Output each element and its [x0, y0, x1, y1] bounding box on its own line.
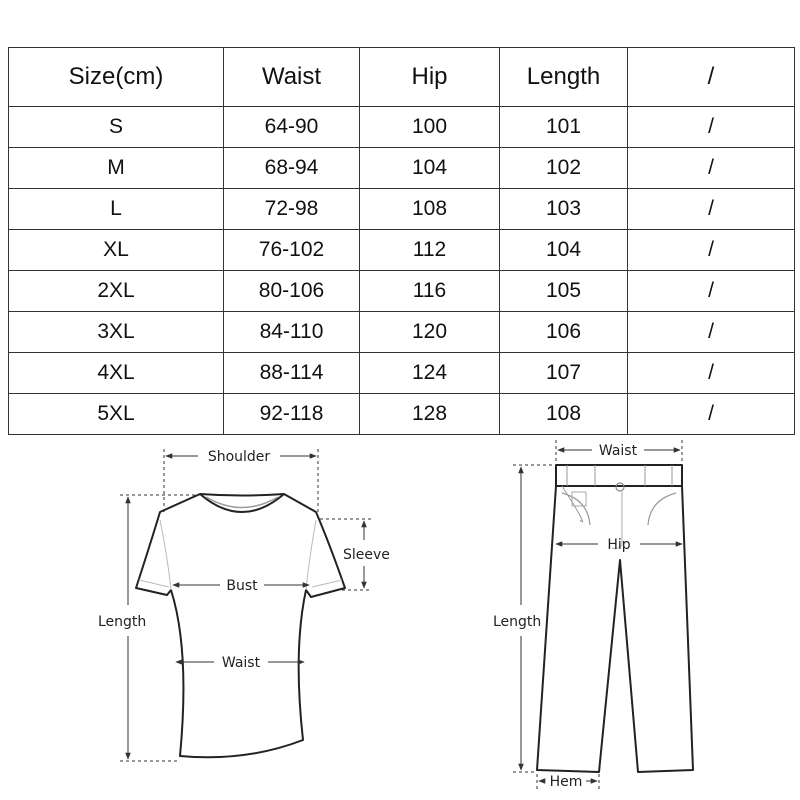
cell-size: 5XL: [9, 394, 224, 435]
table-row: [9, 271, 795, 312]
header-extra: /: [628, 48, 795, 107]
cell-length: 108: [500, 394, 628, 435]
cell-extra: /: [628, 394, 795, 435]
cell-hip: 100: [360, 107, 500, 148]
cell-extra: /: [628, 230, 795, 271]
cell-hip: 128: [360, 394, 500, 435]
shoulder-label: Shoulder: [207, 449, 271, 465]
cell-length: 107: [500, 353, 628, 394]
cell-waist: 84-110: [224, 312, 360, 353]
cell-size: M: [9, 148, 224, 189]
cell-waist: 76-102: [224, 230, 360, 271]
cell-waist: 64-90: [224, 107, 360, 148]
cell-length: 102: [500, 148, 628, 189]
cell-hip: 124: [360, 353, 500, 394]
pants-length-label: Length: [493, 614, 542, 630]
cell-waist: 88-114: [224, 353, 360, 394]
cell-hip: 120: [360, 312, 500, 353]
cell-extra: /: [628, 107, 795, 148]
sleeve-label: Sleeve: [343, 547, 390, 563]
header-length: Length: [500, 48, 628, 107]
header-size: Size(cm): [9, 48, 224, 107]
pants-outline: [537, 465, 693, 772]
cell-hip: 116: [360, 271, 500, 312]
table-row: [9, 312, 795, 353]
cell-hip: 112: [360, 230, 500, 271]
shirt-length-label: Length: [98, 614, 147, 630]
pants-waist-label: Waist: [598, 443, 638, 459]
table-row: [9, 230, 795, 271]
cell-extra: /: [628, 148, 795, 189]
cell-extra: /: [628, 353, 795, 394]
cell-extra: /: [628, 189, 795, 230]
cell-length: 103: [500, 189, 628, 230]
pants-hem-label: Hem: [549, 774, 583, 790]
garment-measurement-diagram: [0, 430, 800, 800]
cell-length: 105: [500, 271, 628, 312]
cell-length: 106: [500, 312, 628, 353]
table-row: [9, 353, 795, 394]
cell-waist: 72-98: [224, 189, 360, 230]
table-row: [9, 107, 795, 148]
cell-hip: 108: [360, 189, 500, 230]
cell-waist: 92-118: [224, 394, 360, 435]
cell-size: 3XL: [9, 312, 224, 353]
tshirt-outline: [136, 494, 345, 757]
cell-waist: 80-106: [224, 271, 360, 312]
cell-length: 101: [500, 107, 628, 148]
table-row: [9, 189, 795, 230]
cell-size: 2XL: [9, 271, 224, 312]
header-waist: Waist: [224, 48, 360, 107]
header-hip: Hip: [360, 48, 500, 107]
cell-waist: 68-94: [224, 148, 360, 189]
cell-length: 104: [500, 230, 628, 271]
cell-hip: 104: [360, 148, 500, 189]
size-chart-table: [8, 47, 795, 435]
cell-extra: /: [628, 312, 795, 353]
cell-size: S: [9, 107, 224, 148]
table-header-row: [9, 48, 795, 107]
shirt-waist-label: Waist: [221, 655, 261, 671]
cell-size: XL: [9, 230, 224, 271]
table-row: [9, 394, 795, 435]
cell-extra: /: [628, 271, 795, 312]
table-row: [9, 148, 795, 189]
bust-label: Bust: [226, 578, 258, 594]
cell-size: L: [9, 189, 224, 230]
pants-hip-label: Hip: [607, 537, 631, 553]
cell-size: 4XL: [9, 353, 224, 394]
